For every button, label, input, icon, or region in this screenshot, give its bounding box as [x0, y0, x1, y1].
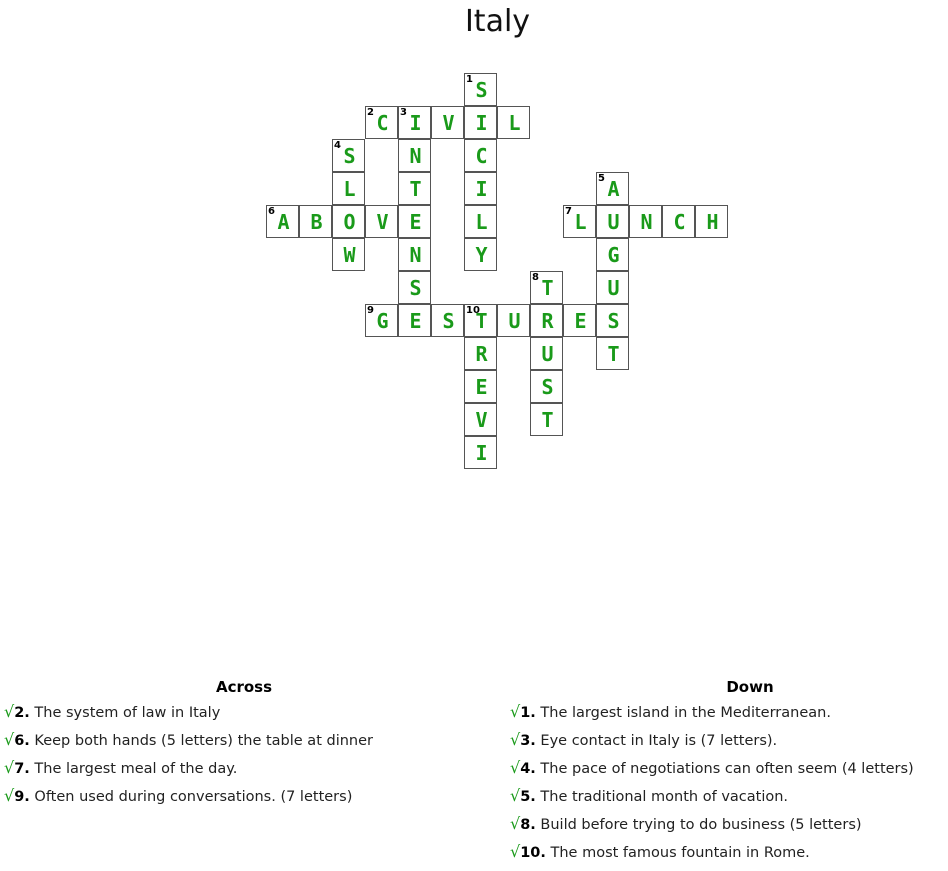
- grid-cell[interactable]: [464, 172, 497, 205]
- clue-number: 8.: [520, 817, 536, 833]
- clue-number: 1: [466, 74, 473, 85]
- grid-cell[interactable]: [464, 403, 497, 436]
- clue-number: 1.: [520, 705, 536, 721]
- grid-cell[interactable]: [596, 172, 629, 205]
- checkmark-icon: √: [4, 730, 15, 749]
- clue-text: Often used during conversations. (7 letters): [34, 789, 353, 805]
- checkmark-icon: √: [510, 758, 521, 777]
- clue-number: 2.: [14, 705, 30, 721]
- clue-number: 8: [532, 272, 539, 283]
- clue-text: The traditional month of vacation.: [540, 789, 789, 805]
- clue-text: Build before trying to do business (5 letters): [540, 817, 862, 833]
- grid-cell[interactable]: [596, 304, 629, 337]
- cell-letter: I: [475, 111, 488, 135]
- cell-letter: E: [574, 309, 587, 333]
- cell-letter: L: [475, 210, 488, 234]
- grid-cell[interactable]: [530, 403, 563, 436]
- across-heading: Across: [215, 678, 273, 696]
- cell-letter: S: [475, 78, 488, 102]
- down-clue-item[interactable]: [510, 786, 948, 814]
- grid-cell[interactable]: [530, 337, 563, 370]
- across-clues: [4, 678, 484, 814]
- cell-letter: H: [706, 210, 719, 234]
- cell-letter: R: [541, 309, 554, 333]
- clue-text: The largest meal of the day.: [34, 761, 238, 777]
- clue-number: 6.: [14, 733, 30, 749]
- grid-cell[interactable]: [464, 304, 497, 337]
- grid-cell[interactable]: [464, 436, 497, 469]
- clue-text: Keep both hands (5 letters) the table at dinner: [34, 733, 373, 749]
- clue-number: 7: [565, 206, 572, 217]
- grid-cell[interactable]: [431, 106, 464, 139]
- grid-cell[interactable]: [563, 304, 596, 337]
- cell-letter: C: [673, 210, 686, 234]
- clue-number: 9.: [14, 789, 30, 805]
- cell-letter: U: [607, 210, 620, 234]
- clue-text: Eye contact in Italy is (7 letters).: [540, 733, 778, 749]
- cell-letter: B: [310, 210, 323, 234]
- grid-cell[interactable]: [398, 304, 431, 337]
- cell-letter: E: [409, 210, 422, 234]
- puzzle-title: Italy: [464, 4, 531, 39]
- cell-letter: O: [343, 210, 356, 234]
- grid-cell[interactable]: [398, 238, 431, 271]
- grid-cell[interactable]: [464, 238, 497, 271]
- cell-letter: W: [343, 243, 356, 267]
- grid-cell[interactable]: [398, 271, 431, 304]
- grid-cell[interactable]: [596, 271, 629, 304]
- grid-cell[interactable]: [662, 205, 695, 238]
- cell-letter: U: [541, 342, 554, 366]
- clue-number: 3.: [520, 733, 536, 749]
- grid-cell[interactable]: [464, 337, 497, 370]
- grid-cell[interactable]: [431, 304, 464, 337]
- cell-letter: S: [541, 375, 554, 399]
- grid-cell[interactable]: [596, 205, 629, 238]
- down-clue-item[interactable]: [510, 842, 948, 870]
- grid-cell[interactable]: [596, 337, 629, 370]
- grid-cell[interactable]: [332, 172, 365, 205]
- cell-letter: N: [409, 243, 422, 267]
- checkmark-icon: √: [4, 758, 15, 777]
- checkmark-icon: √: [4, 786, 15, 805]
- clue-number: 7.: [14, 761, 30, 777]
- checkmark-icon: √: [4, 702, 15, 721]
- cell-letter: Y: [475, 243, 488, 267]
- grid-cell[interactable]: [398, 172, 431, 205]
- cell-letter: S: [442, 309, 455, 333]
- cell-letter: A: [277, 210, 290, 234]
- clue-number: 5: [598, 173, 605, 184]
- grid-cell[interactable]: [365, 205, 398, 238]
- cell-letter: A: [607, 177, 620, 201]
- clue-number: 9: [367, 305, 374, 316]
- grid-cell[interactable]: [530, 304, 563, 337]
- grid-cell[interactable]: [464, 370, 497, 403]
- down-clues: [510, 678, 948, 870]
- clue-number: 6: [268, 206, 275, 217]
- grid-cell[interactable]: [266, 205, 299, 238]
- cell-letter: N: [640, 210, 653, 234]
- cell-letter: T: [541, 276, 554, 300]
- grid-cell[interactable]: [497, 304, 530, 337]
- clue-number: 4.: [520, 761, 536, 777]
- cell-letter: C: [475, 144, 488, 168]
- clue-number: 4: [334, 140, 341, 151]
- checkmark-icon: √: [510, 814, 521, 833]
- cell-letter: L: [508, 111, 521, 135]
- grid-cell[interactable]: [398, 205, 431, 238]
- cell-letter: E: [409, 309, 422, 333]
- checkmark-icon: √: [510, 786, 521, 805]
- cell-letter: S: [607, 309, 620, 333]
- grid-cell[interactable]: [464, 205, 497, 238]
- cell-letter: S: [409, 276, 422, 300]
- down-heading: Down: [726, 678, 774, 696]
- grid-cell[interactable]: [530, 271, 563, 304]
- grid-cell[interactable]: [365, 106, 398, 139]
- across-clue-item[interactable]: [4, 730, 484, 758]
- cell-letter: I: [475, 441, 488, 465]
- cell-letter: V: [376, 210, 389, 234]
- cell-letter: I: [409, 111, 422, 135]
- down-clue-item[interactable]: [510, 702, 948, 730]
- grid-cell[interactable]: [695, 205, 728, 238]
- grid-cell[interactable]: [497, 106, 530, 139]
- cell-letter: T: [541, 408, 554, 432]
- clue-text: The most famous fountain in Rome.: [550, 845, 810, 861]
- down-clue-item[interactable]: [510, 730, 948, 758]
- clue-number: 2: [367, 107, 374, 118]
- grid-cell[interactable]: [464, 73, 497, 106]
- clue-text: The pace of negotiations can often seem (4 letters): [540, 761, 914, 777]
- cell-letter: C: [376, 111, 389, 135]
- across-clue-item[interactable]: [4, 758, 484, 786]
- across-clue-item[interactable]: [4, 786, 484, 814]
- cell-letter: V: [442, 111, 455, 135]
- checkmark-icon: √: [510, 842, 521, 861]
- cell-letter: G: [607, 243, 620, 267]
- cell-letter: T: [409, 177, 422, 201]
- across-clue-item[interactable]: [4, 702, 484, 730]
- checkmark-icon: √: [510, 702, 521, 721]
- cell-letter: V: [475, 408, 488, 432]
- grid-cell[interactable]: [596, 238, 629, 271]
- grid-cell[interactable]: [365, 304, 398, 337]
- grid-cell[interactable]: [464, 106, 497, 139]
- cell-letter: E: [475, 375, 488, 399]
- cell-letter: L: [574, 210, 587, 234]
- cell-letter: I: [475, 177, 488, 201]
- grid-cell[interactable]: [629, 205, 662, 238]
- cell-letter: N: [409, 144, 422, 168]
- checkmark-icon: √: [510, 730, 521, 749]
- cell-letter: T: [607, 342, 620, 366]
- cell-letter: U: [508, 309, 521, 333]
- clue-number: 3: [400, 107, 407, 118]
- cell-letter: T: [475, 309, 488, 333]
- down-clue-item[interactable]: [510, 814, 948, 842]
- clue-text: The largest island in the Mediterranean.: [540, 705, 831, 721]
- grid-cell[interactable]: [332, 238, 365, 271]
- grid-cell[interactable]: [563, 205, 596, 238]
- down-clue-item[interactable]: [510, 758, 948, 786]
- cell-letter: U: [607, 276, 620, 300]
- grid-cell[interactable]: [530, 370, 563, 403]
- grid-cell[interactable]: [332, 205, 365, 238]
- cell-letter: G: [376, 309, 389, 333]
- grid-cell[interactable]: [464, 139, 497, 172]
- grid-cell[interactable]: [398, 106, 431, 139]
- grid-cell[interactable]: [398, 139, 431, 172]
- cell-letter: L: [343, 177, 356, 201]
- clue-text: The system of law in Italy: [34, 705, 221, 721]
- clue-number: 10: [466, 305, 480, 316]
- grid-cell[interactable]: [332, 139, 365, 172]
- clue-number: 5.: [520, 789, 536, 805]
- clue-number: 10.: [520, 845, 546, 861]
- grid-cell[interactable]: [299, 205, 332, 238]
- cell-letter: S: [343, 144, 356, 168]
- cell-letter: R: [475, 342, 488, 366]
